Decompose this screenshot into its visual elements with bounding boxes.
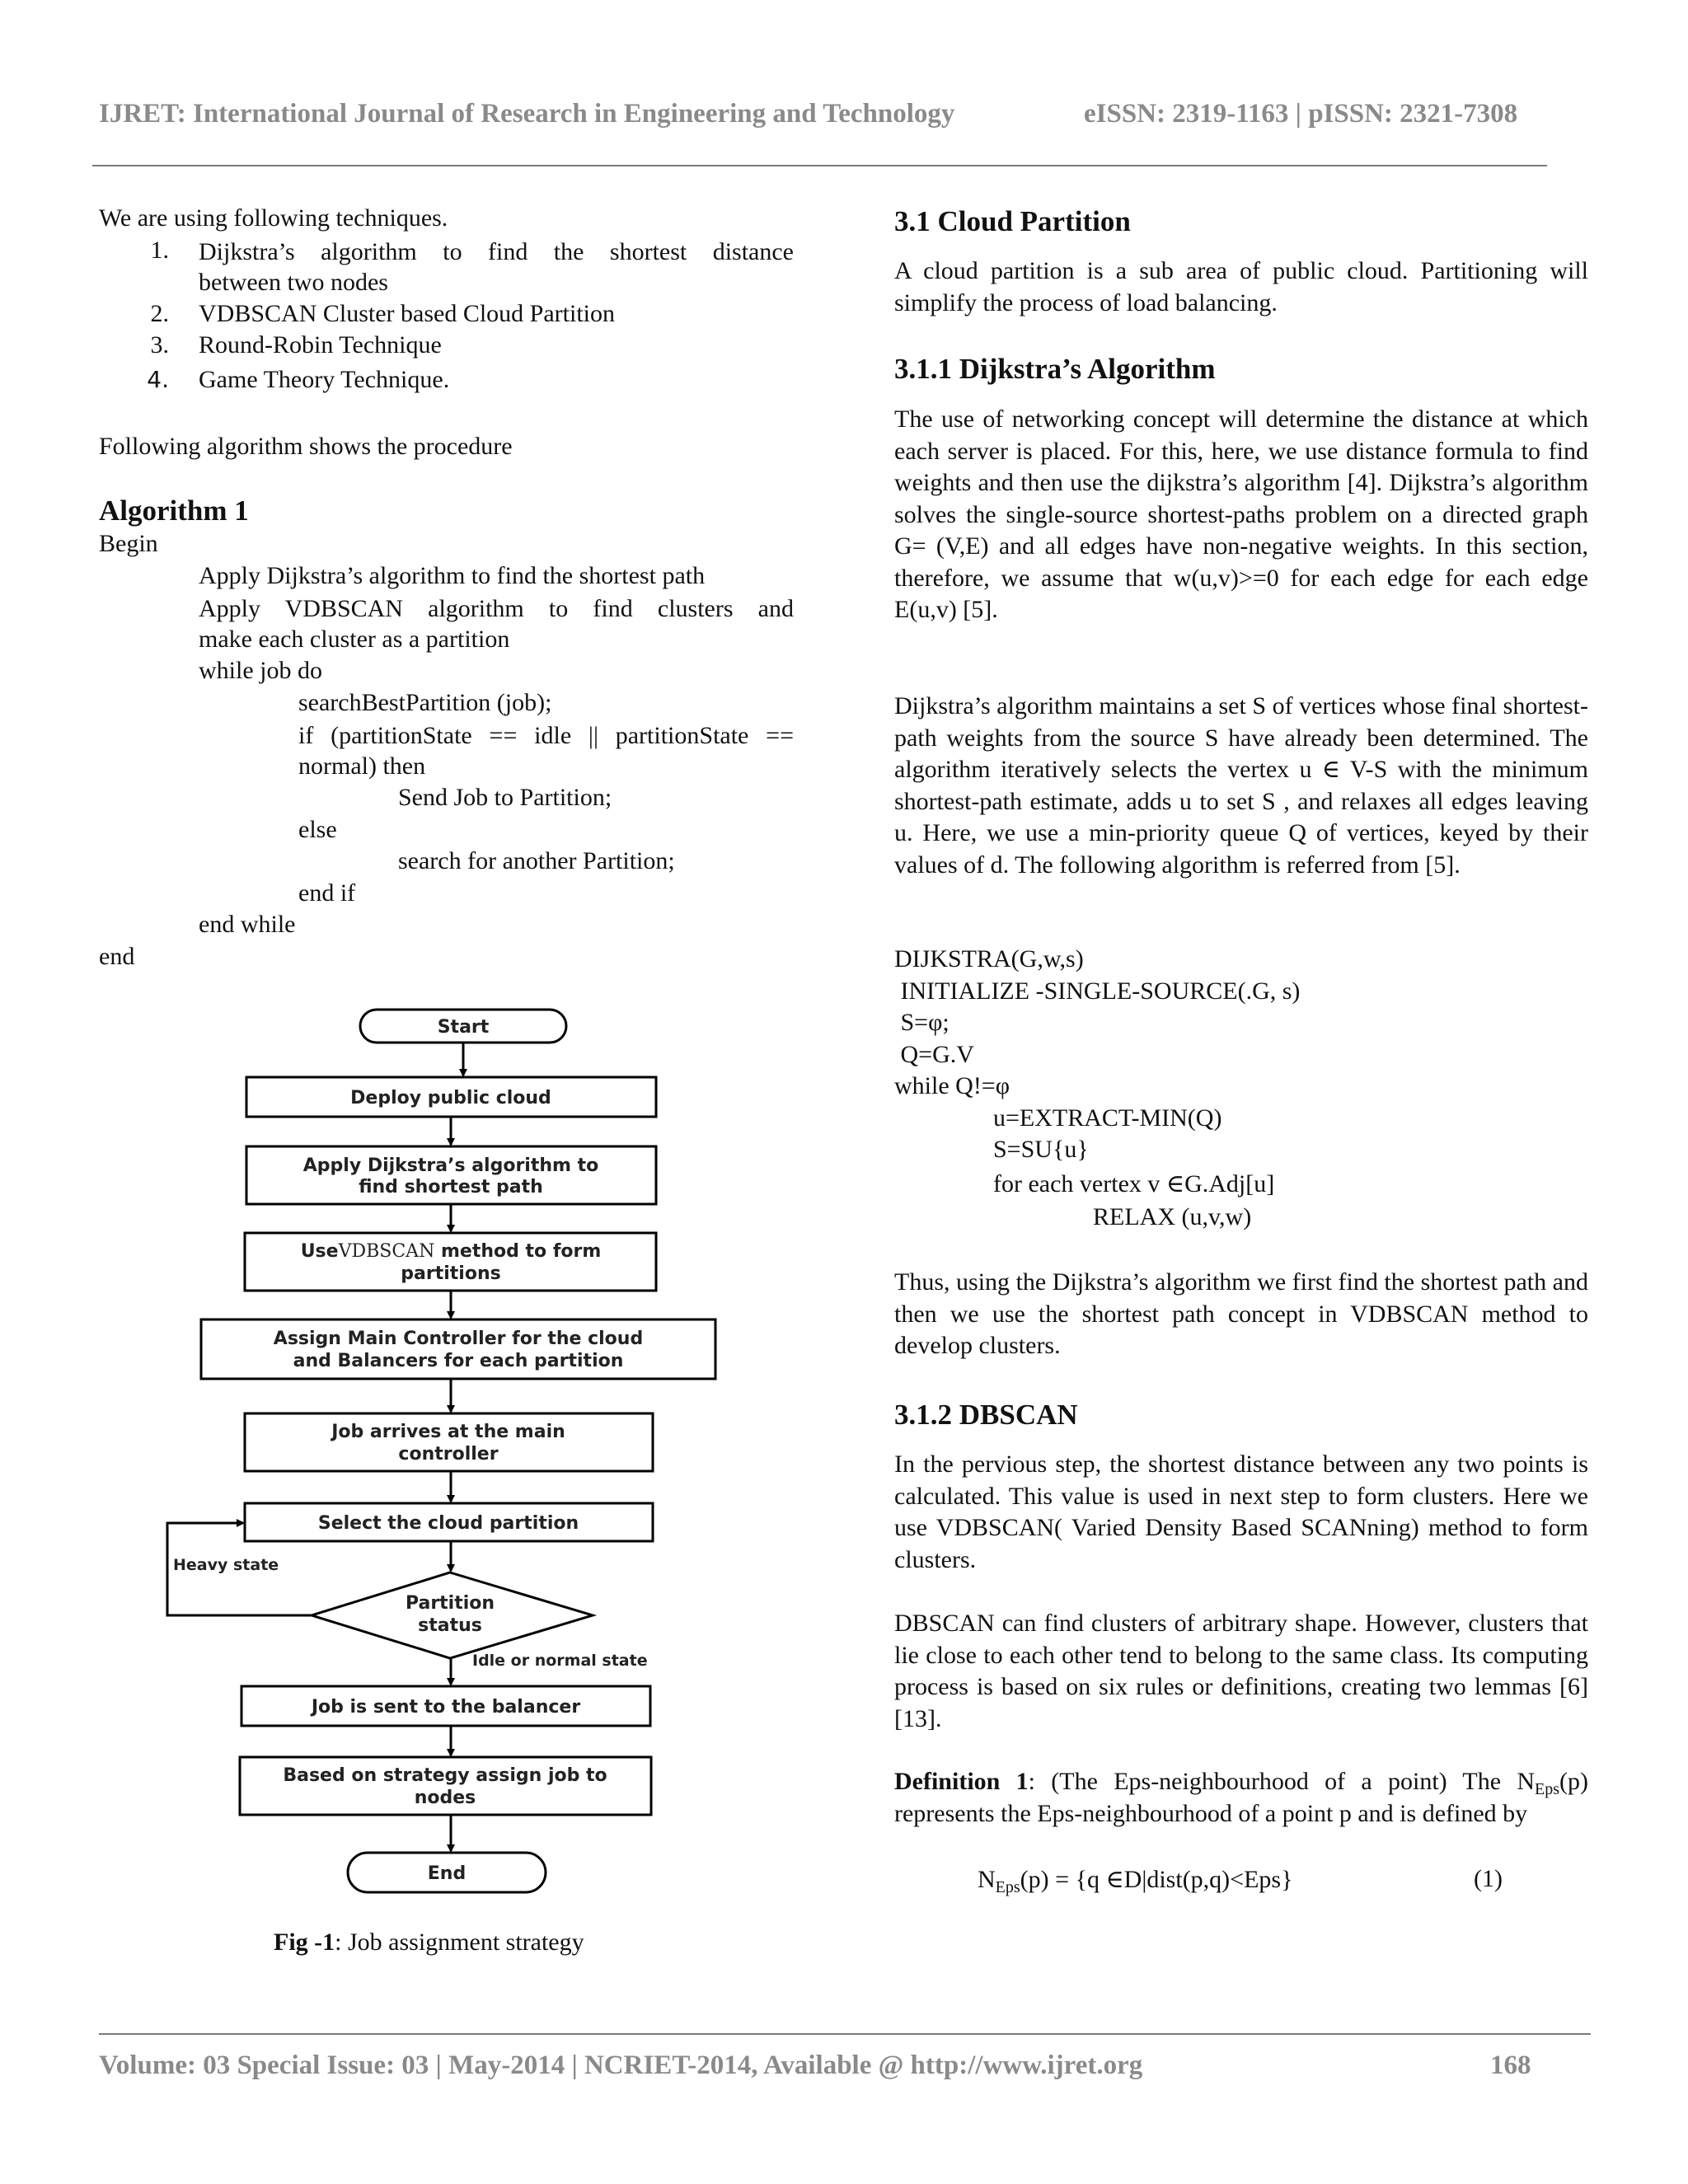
strategy-label: Based on strategy assign job to — [283, 1765, 607, 1786]
list-number: 4. — [147, 366, 169, 393]
issn: eISSN: 2319-1163 | pISSN: 2321-7308 — [1084, 99, 1518, 129]
algorithm-line: while job do — [199, 657, 322, 684]
strategy-label: nodes — [414, 1788, 476, 1808]
section-3-1-1-para: Thus, using the Dijkstra’s algorithm we first find the shortest path and then we use the shortest path concept in VDBSCAN method to develop clusters. — [894, 1268, 1588, 1359]
decision-label: status — [418, 1615, 482, 1636]
balancer-label: Job is sent to the balancer — [311, 1697, 581, 1718]
job-arrives-label: controller — [398, 1444, 499, 1465]
algorithm-line: Send Job to Partition; — [398, 784, 612, 811]
code-line: S=SU{u} — [993, 1136, 1089, 1163]
algorithm-line: if (partitionState == idle || partitionState == — [298, 722, 794, 749]
algorithm-line: searchBestPartition (job); — [298, 689, 552, 716]
algorithm-line: Apply Dijkstra’s algorithm to find the shortest path — [199, 562, 706, 589]
code-line: S=φ; — [894, 1009, 950, 1036]
list-item: Game Theory Technique. — [199, 366, 450, 393]
list-item: Dijkstra’s algorithm to find the shortest distance — [199, 238, 794, 265]
select-partition-label: Select the cloud partition — [317, 1513, 579, 1534]
decision-label: Partition — [405, 1593, 495, 1614]
header-rule — [92, 165, 1547, 166]
list-item-continued: between two nodes — [199, 269, 388, 296]
figure-caption-text: : Job assignment strategy — [335, 1929, 584, 1956]
procedure-intro: Following algorithm shows the procedure — [99, 433, 513, 460]
list-item: VDBSCAN Cluster based Cloud Partition — [199, 300, 616, 327]
start-label: Start — [437, 1017, 490, 1038]
job-arrives-label: Job arrives at the main — [331, 1422, 565, 1442]
section-3-1-1-para: Dijkstra’s algorithm maintains a set S of vertices whose final shortest-path weights from the source S have already been determined. The algorithm iteratively selects the vertex u ∈ V-S with the minimum shortest-path estimate, adds u to set S , and relaxes all edges leaving u. Here, we use a min-priority queue Q of vertices, keyed by their values of d. The following algorithm is referred from [5]. — [894, 692, 1588, 879]
algorithm-line: make each cluster as a partition — [199, 626, 510, 653]
definition-text: : (The Eps-neighbourhood of a point) The N — [1028, 1768, 1536, 1795]
dijkstra-label: find shortest path — [359, 1177, 543, 1197]
idle-state-label: Idle or normal state — [472, 1652, 648, 1670]
job-assignment-flowchart — [157, 997, 734, 1920]
list-number: 3. — [150, 331, 169, 359]
algorithm-line: end — [99, 943, 135, 970]
section-3-1-1-para: The use of networking concept will determine the distance at which each server is placed. For this, here, we use distance formula to find weights and then use the dijkstra’s algorithm [4]. Dijkstra’s algorithm solves the single-source shortest-paths problem on a directed graph G= (V,E) and all edges have non-negative weights. In this section, therefore, we assume that w(u,v)>=0 for each edge for each edge E(u,v) [5]. — [894, 405, 1588, 623]
algorithm-line: normal) then — [298, 752, 426, 780]
definition-text: (p) represents the Eps-neighbourhood of a point p and is defined by — [894, 1768, 1589, 1827]
controller-label: and Balancers for each partition — [293, 1351, 624, 1371]
algorithm-line: search for another Partition; — [398, 847, 675, 874]
code-line: RELAX (u,v,w) — [1093, 1203, 1252, 1230]
heavy-state-label: Heavy state — [173, 1556, 279, 1574]
code-line: while Q!=φ — [894, 1072, 1010, 1099]
algorithm-line: end if — [298, 879, 356, 907]
controller-label: Assign Main Controller for the cloud — [273, 1329, 644, 1349]
equation-lhs: N — [978, 1866, 996, 1893]
section-3-1-2-para: DBSCAN can find clusters of arbitrary shape. However, clusters that lie close to each other tend to belong to the same class. Its computing process is based on six rules or definitions, creating two lemmas [6][13]. — [894, 1610, 1588, 1732]
list-number: 2. — [150, 300, 169, 327]
definition-1 — [894, 1766, 1588, 1830]
dijkstra-label: Apply Dijkstra’s algorithm to — [302, 1155, 599, 1176]
definition-subscript: Eps — [1535, 1780, 1560, 1798]
algorithm-line: else — [298, 816, 337, 843]
figure-label: Fig -1 — [274, 1929, 335, 1956]
section-3-1-2-title: 3.1.2 DBSCAN — [894, 1399, 1078, 1431]
section-3-1-2-para: In the pervious step, the shortest distance between any two points is calculated. This value is used in next step to form clusters. Here we use VDBSCAN( Varied Density Based SCANning) method to form clusters. — [894, 1451, 1588, 1573]
code-line: u=EXTRACT-MIN(Q) — [993, 1104, 1222, 1132]
deploy-label: Deploy public cloud — [350, 1088, 551, 1108]
code-line: for each vertex v ∈G.Adj[u] — [993, 1170, 1275, 1197]
algorithm-line: end while — [199, 911, 296, 938]
code-line: DIJKSTRA(G,w,s) — [894, 945, 1084, 972]
section-3-1-text: A cloud partition is a sub area of public cloud. Partitioning will simplify the process of load balancing. — [894, 257, 1588, 316]
figure-caption — [274, 1929, 584, 1957]
equation-rhs: (p) = {q ∈D|dist(p,q)<Eps} — [1020, 1866, 1293, 1893]
section-3-1-title: 3.1 Cloud Partition — [894, 205, 1131, 237]
equation-number: (1) — [1474, 1865, 1503, 1892]
techniques-intro: We are using following techniques. — [99, 204, 448, 232]
equation-subscript: Eps — [995, 1878, 1020, 1896]
page-number: 168 — [1490, 2050, 1531, 2080]
end-label: End — [427, 1863, 467, 1884]
footer-rule — [99, 2033, 1591, 2035]
algorithm-title: Algorithm 1 — [99, 494, 249, 527]
list-item: Round-Robin Technique — [199, 331, 442, 359]
list-number: 1. — [150, 237, 169, 264]
journal-title: IJRET: International Journal of Research in Engineering and Technology — [99, 99, 955, 129]
vdbscan-label: partitions — [401, 1263, 501, 1284]
footer-text: Volume: 03 Special Issue: 03 | May-2014 | NCRIET-2014, Available @ http://www.ijret.org — [99, 2050, 1143, 2080]
vdbscan-label: UseVDBSCAN method to form — [300, 1241, 602, 1262]
algorithm-line: Apply VDBSCAN algorithm to find clusters and — [199, 595, 794, 622]
definition-label: Definition 1 — [894, 1768, 1029, 1795]
section-3-1-1-title: 3.1.1 Dijkstra’s Algorithm — [894, 353, 1216, 385]
code-line: Q=G.V — [894, 1041, 974, 1068]
algorithm-line: Begin — [99, 530, 158, 557]
code-line: INITIALIZE -SINGLE-SOURCE(.G, s) — [894, 977, 1301, 1005]
equation-1 — [978, 1865, 1293, 1894]
